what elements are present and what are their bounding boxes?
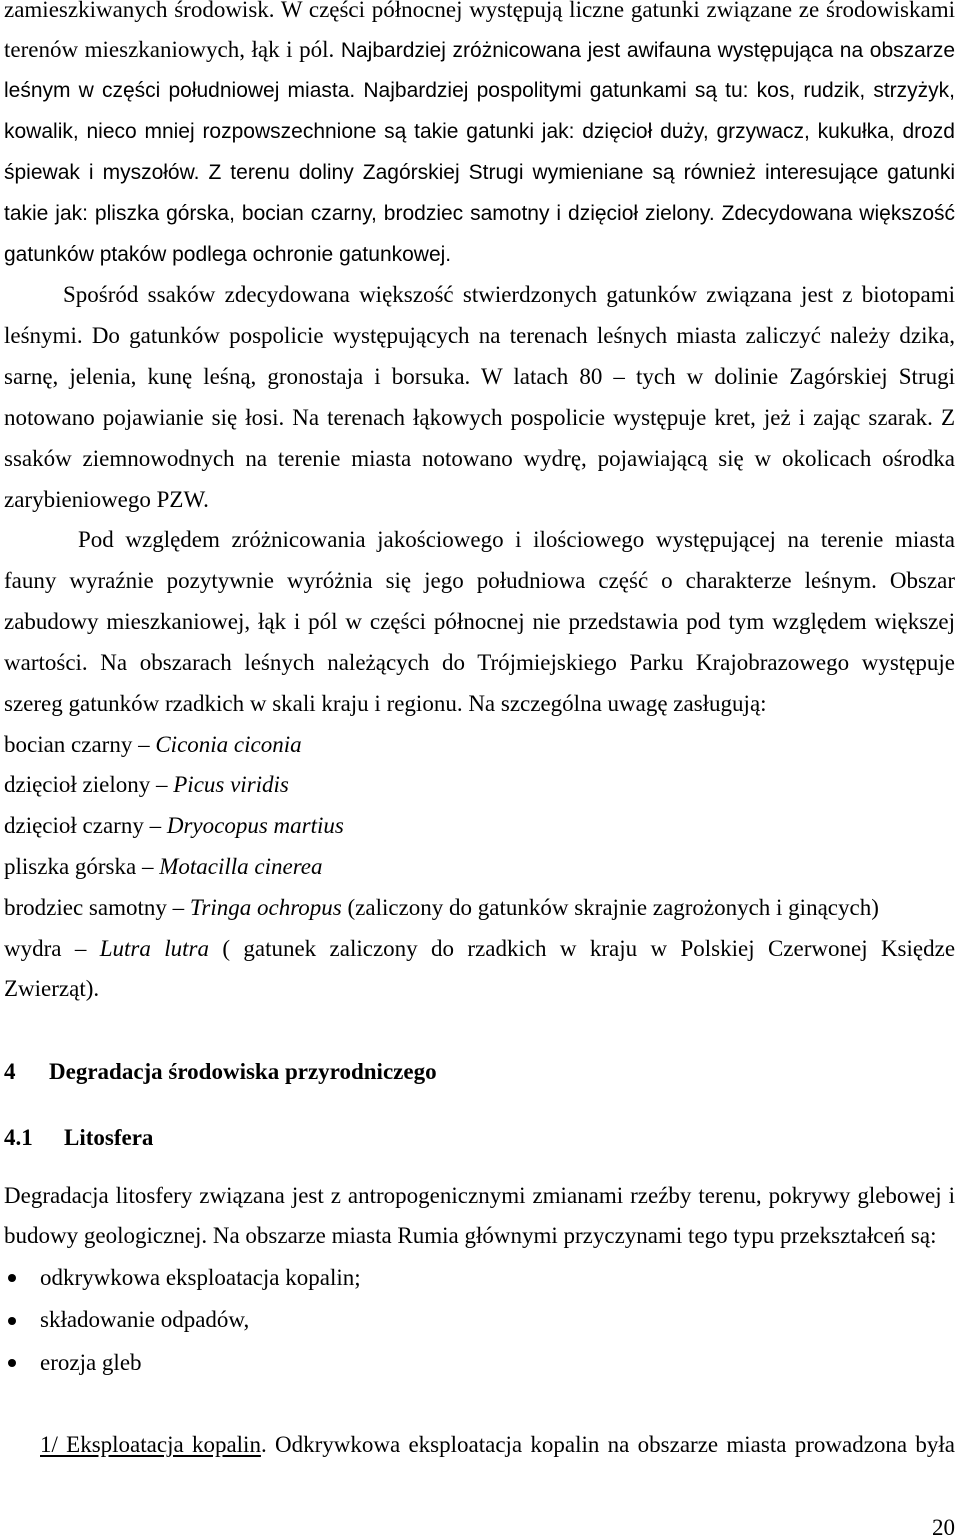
- section-number: 4: [4, 1058, 16, 1084]
- species-note-continuation: Zwierząt).: [4, 976, 100, 1002]
- species-name: dzięcioł czarny: [4, 813, 144, 839]
- species-name: wydra: [4, 935, 62, 961]
- text-line: fauny wyraźnie pozytywnie wyróżnia się jego południowa część o charakterze leśnym. Obszar: [4, 568, 955, 594]
- page-number: 20: [932, 1515, 955, 1537]
- species-latin-name: Lutra lutra: [99, 935, 209, 961]
- list-item-text: składowanie odpadów,: [40, 1307, 250, 1333]
- species-latin-name: Motacilla cinerea: [159, 854, 323, 879]
- species-item: [4, 929, 955, 970]
- mining-paragraph: [40, 1425, 955, 1466]
- species-dash: –: [138, 731, 150, 757]
- species-dash: –: [156, 772, 168, 798]
- species-name: brodziec samotny: [4, 894, 167, 920]
- species-name: dzięcioł zielony: [4, 772, 151, 798]
- species-item: [4, 847, 955, 888]
- species-latin-name: Ciconia ciconia: [155, 731, 302, 757]
- text-line: [4, 30, 955, 71]
- text-line: [40, 1425, 955, 1466]
- subsection-heading: [4, 1118, 955, 1159]
- list-item-text: odkrywkowa eksploatacja kopalin;: [40, 1264, 361, 1290]
- species-name: bocian czarny: [4, 731, 133, 757]
- text-line: zarybieniowego PZW.: [4, 486, 209, 512]
- text-line: budowy geologicznej. Na obszarze miasta Rumia głównymi przyczynami tego typu przekształceń są:: [4, 1223, 937, 1249]
- text-segment-serif: terenów mieszkaniowych, łąk i pól.: [4, 37, 335, 63]
- species-item: [4, 888, 955, 929]
- text-line: Pod względem zróżnicowania jakościowego i ilościowego występującej na terenie miasta: [78, 527, 955, 553]
- species-note: ( gatunek zaliczony do rzadkich w kraju w Polskiej Czerwonej Księdze: [222, 935, 956, 961]
- bullet-icon: [8, 1359, 16, 1367]
- text-line: kowalik, nieco mniej rozpowszechnione są takie gatunki jak: dzięcioł duży, grzywacz, kukułka, drozd: [4, 120, 955, 144]
- text-line: ssaków ziemnowodnych na terenie miasta notowano wydrę, pojawiającą się w okolicach ośrodka: [4, 445, 955, 471]
- subsection-title: Litosfera: [64, 1124, 154, 1150]
- list-item: [4, 1342, 955, 1385]
- species-dash: –: [141, 854, 154, 879]
- species-latin-name: Picus viridis: [173, 772, 289, 798]
- lithosphere-paragraph: [4, 1176, 955, 1258]
- text-line: sarnę, jelenia, kunę leśną, gronostaja i borsuka. W latach 80 – tych w dolinie Zagórskiej Strugi: [4, 364, 955, 390]
- species-item: [4, 765, 955, 806]
- section-heading: [4, 1052, 955, 1093]
- text-segment-sans: Najbardziej zróżnicowana jest awifauna występująca na obszarze: [340, 39, 956, 63]
- text-line: leśnymi. Do gatunków pospolicie występujących na terenach leśnych miasta zaliczyć należy dzika,: [4, 323, 955, 349]
- species-dash: –: [149, 813, 162, 839]
- text-line: takie jak: pliszka górska, bocian czarny, brodziec samotny i dzięcioł zielony. Zdecydowana większość: [4, 201, 955, 225]
- text-line: gatunków ptaków podlega ochronie gatunkowej.: [4, 242, 452, 266]
- text-line: Degradacja litosfery związana jest z antropogenicznymi zmianami rzeźby terenu, pokrywy glebowej i: [4, 1182, 955, 1208]
- text-line: Spośród ssaków zdecydowana większość stwierdzonych gatunków związana jest z biotopami: [63, 282, 955, 308]
- subsection-text: . Odkrywkowa eksploatacja kopalin na obszarze miasta prowadzona była: [260, 1431, 955, 1457]
- species-latin-name: Dryocopus martius: [166, 813, 344, 839]
- text-line: notowano pojawianie się łosi. Na terenach łąkowych pospolicie występuje kret, jeż i zając szarak. Z: [4, 404, 955, 430]
- list-item: [4, 1257, 955, 1300]
- causes-list: [4, 1257, 955, 1385]
- species-dash: –: [172, 894, 185, 920]
- species-item: [4, 725, 955, 766]
- species-note: (zaliczony do gatunków skrajnie zagrożonych i ginących): [347, 894, 879, 920]
- text-line: leśnym w części południowej miasta. Najbardziej pospolitymi gatunkami są tu: kos, rudzik, strzyżyk,: [4, 79, 955, 103]
- list-item: [4, 1299, 955, 1342]
- text-line: śpiewak i myszołów. Z terenu doliny Zagórskiej Strugi wymieniane są również interesujące gatunki: [4, 160, 955, 184]
- bullet-icon: [8, 1317, 16, 1325]
- list-item-text: erozja gleb: [40, 1349, 142, 1375]
- species-item: [4, 806, 955, 847]
- species-dash: –: [74, 935, 87, 961]
- text-line: szereg gatunków rzadkich w skali kraju i regionu. Na szczególna uwagę zasługują:: [4, 690, 767, 716]
- fauna-text-block: [4, 0, 955, 1010]
- text-line: wartości. Na obszarach leśnych należących do Trójmiejskiego Parku Krajobrazowego występuje: [4, 649, 955, 675]
- species-name: pliszka górska: [4, 854, 137, 879]
- subsection-label: 1/ Eksploatacja kopalin: [40, 1431, 261, 1457]
- bullet-icon: [8, 1274, 16, 1282]
- subsection-number: 4.1: [4, 1124, 33, 1150]
- text-line: zamieszkiwanych środowisk. W części północnej występują liczne gatunki związane ze środowiskami: [4, 0, 955, 22]
- species-latin-name: Tringa ochropus: [189, 894, 342, 920]
- section-title: Degradacja środowiska przyrodniczego: [49, 1058, 437, 1084]
- text-line: zabudowy mieszkaniowej, łąk i pól w części północnej nie przedstawia pod tym względem większej: [4, 609, 955, 635]
